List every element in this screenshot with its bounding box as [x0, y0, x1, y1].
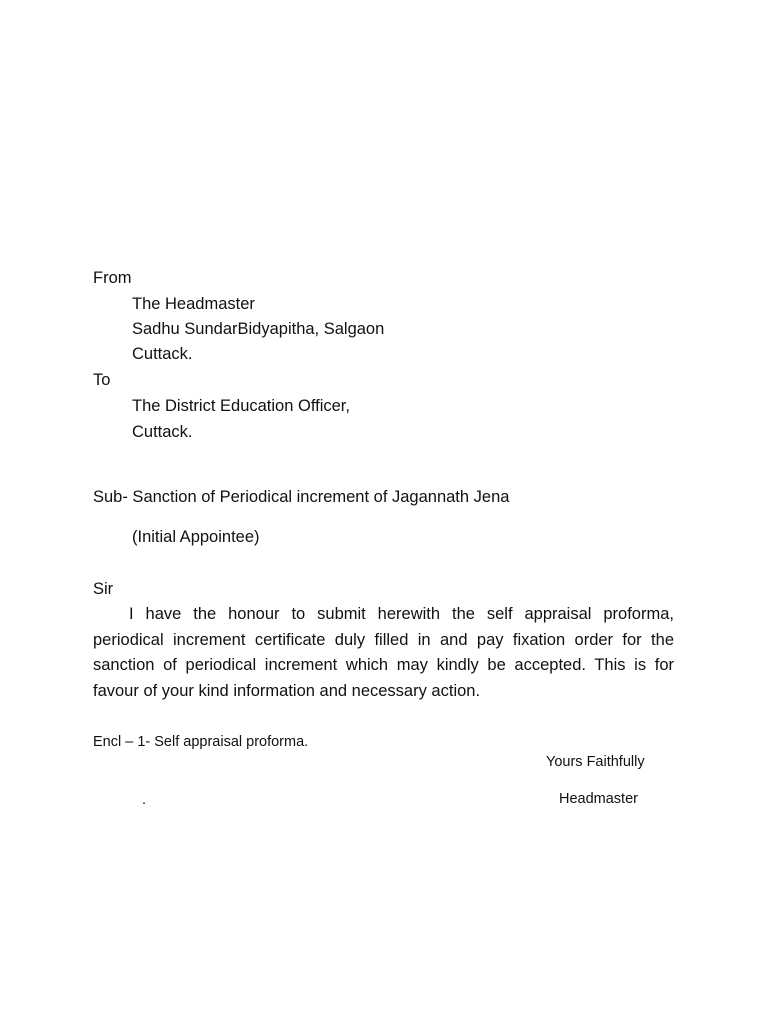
- signature-line: Headmaster: [559, 791, 638, 807]
- closing-line: Yours Faithfully: [546, 754, 645, 770]
- from-line-city: Cuttack.: [132, 345, 193, 363]
- from-line-designation: The Headmaster: [132, 295, 255, 313]
- salutation: Sir: [93, 580, 114, 598]
- subject-line: Sub- Sanction of Periodical increment of Jagannath Jena: [93, 488, 510, 506]
- from-line-school: Sadhu SundarBidyapitha, Salgaon: [132, 320, 385, 338]
- enclosure-line: Encl – 1- Self appraisal proforma.: [93, 734, 309, 750]
- to-line-designation: The District Education Officer,: [132, 397, 350, 415]
- dot-mark: .: [142, 792, 147, 808]
- to-label: To: [93, 371, 111, 389]
- body-paragraph: I have the honour to submit herewith the self appraisal proforma, periodical increment certificate duly filled in and pay fixation order for the sanction of periodical increment which may kindly be accepted. This is for favour of your kind information and necessary action.: [93, 605, 674, 700]
- subject-note: (Initial Appointee): [132, 528, 260, 546]
- from-label: From: [93, 269, 132, 287]
- to-line-city: Cuttack.: [132, 423, 193, 441]
